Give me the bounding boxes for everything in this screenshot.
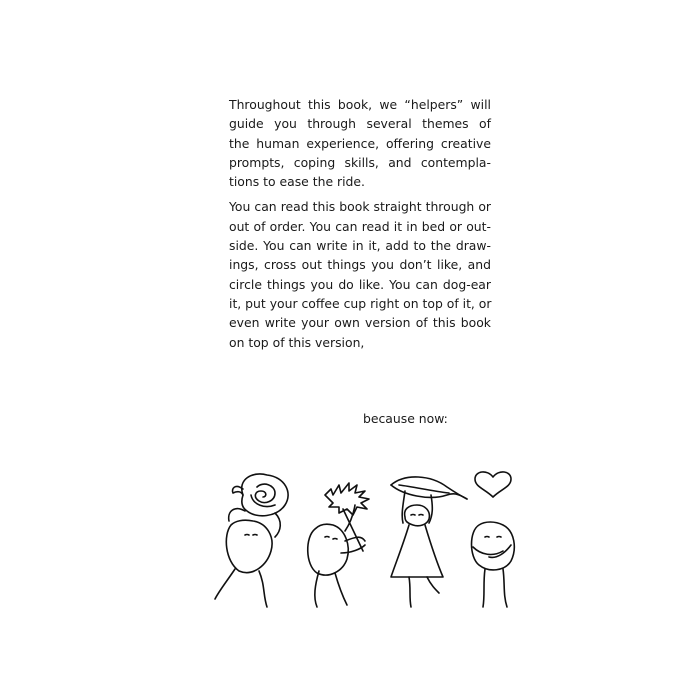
text-line: it, put your coffee cup right on top of it, or: [229, 295, 492, 311]
text-line: prompts, coping skills, and contempla-: [229, 154, 491, 170]
body-text: [229, 95, 491, 358]
closing-phrase: because now:: [363, 411, 448, 426]
helper-heart-figure: [472, 472, 515, 607]
text-line: You can read this book straight through or: [229, 199, 491, 215]
text-line: guide you through several themes of: [229, 116, 491, 132]
helper-flower-figure: [308, 483, 369, 607]
text-line: ings, cross out things you don’t like, and: [229, 257, 491, 273]
paragraph-intro: [229, 95, 491, 191]
text-line: even write your own version of this book: [229, 315, 491, 331]
helpers-illustration: [205, 465, 535, 625]
helper-rose-figure: [215, 474, 288, 607]
text-line: side. You can write in it, add to the draw-: [229, 238, 491, 254]
text-line: on top of this version,: [229, 334, 365, 350]
paragraph-usage: [229, 197, 491, 351]
helper-leaf-figure: [391, 477, 467, 607]
text-line: circle things you do like. You can dog-ear: [229, 276, 491, 292]
text-line: Throughout this book, we “helpers” will: [229, 97, 491, 112]
text-line: the human experience, offering creative: [229, 135, 491, 151]
text-line: tions to ease the ride.: [229, 174, 365, 190]
text-line: out of order. You can read it in bed or out-: [229, 218, 491, 234]
helpers-drawing: [205, 465, 535, 625]
